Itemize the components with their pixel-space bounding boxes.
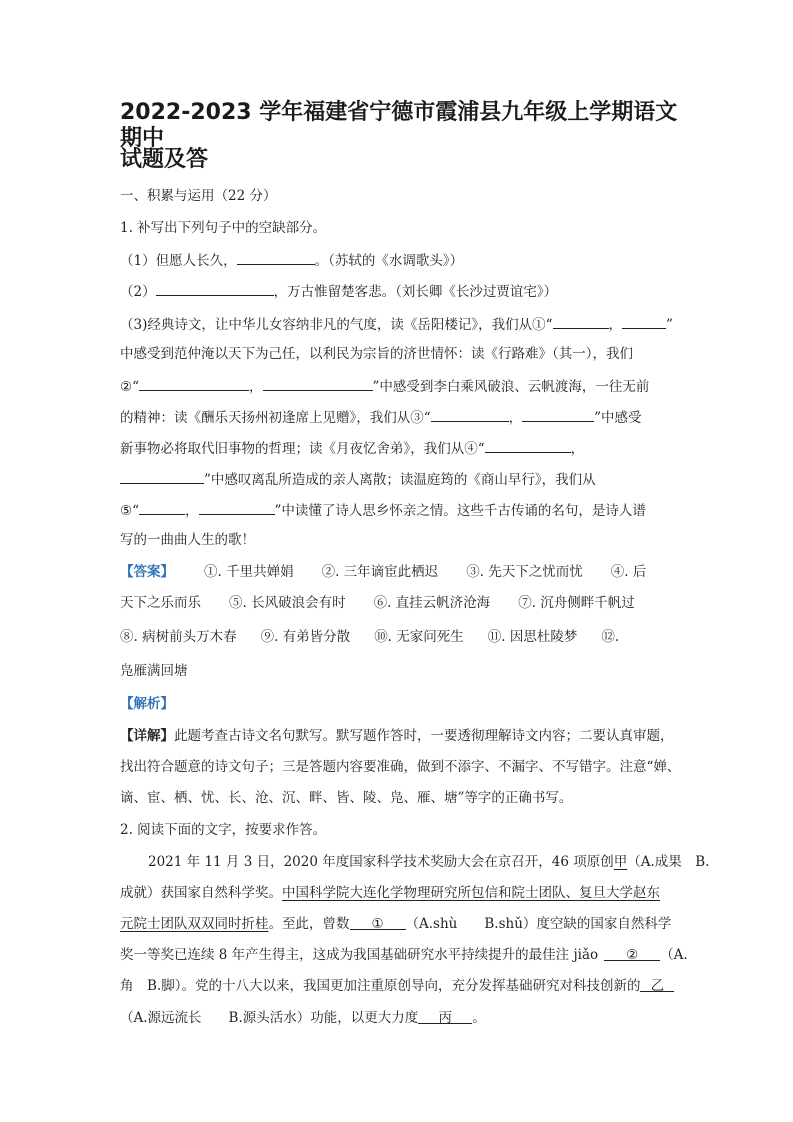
question-1-item-2: （2） ，万古惟留楚客悲。（刘长卿《长沙过贾谊宅》） <box>120 281 557 301</box>
question-2-para-line-1: 2021 年 11 月 3 日，2020 年度国家科学技术奖励大会在京召开，46 项原创甲（A.成果 B. <box>148 854 710 870</box>
section-heading: 一、积累与运用（22 分） <box>120 188 277 204</box>
question-1-item-3-line-a: （3)经典诗文，让中华儿女容纳非凡的气度，读《岳阳楼记》，我们从①“ ， ” <box>120 314 673 334</box>
answer-label: 【答案】 <box>120 564 174 580</box>
fill-blank[interactable] <box>156 281 274 296</box>
analysis-line-1: 【详解】此题考查古诗文名句默写。默写题作答时，一要透彻理解诗文内容；二要认真审题， <box>120 728 674 744</box>
question-2-para-line-2: 成就）获国家自然科学奖。中国科学院大连化学物理研究所包信和院士团队、复旦大学赵东 <box>120 885 660 901</box>
analysis-label: 【解析】 <box>120 696 174 712</box>
underlined-sentence: 元院士团队双双同时折桂 <box>120 916 269 932</box>
question-1-item-3-line-e: 新事物必将取代旧事物的哲理；读《月夜忆舍弟》，我们从④“ ， <box>120 438 584 458</box>
question-2-para-line-4: 奖一等奖已连续 8 年产生得主，这成为我国基础研究水平持续提升的最佳注 jiǎo ② （A. <box>120 947 688 963</box>
fill-blank[interactable]: 乙 <box>640 977 674 992</box>
question-1-item-3-line-b: 中感受到范仲淹以天下为己任，以利民为宗旨的济世情怀：读《行路难》（其一），我们 <box>120 346 633 362</box>
question-1-item-3-line-d: 的精神：读《酬乐天扬州初逢席上见赠》，我们从③“ ， ”中感受 <box>120 407 642 427</box>
answer-line-2: 天下之乐而乐 ⑤. 长风破浪会有时 ⑥. 直挂云帆济沧海 ⑦. 沉舟侧畔千帆过 <box>120 595 635 611</box>
fill-blank[interactable] <box>120 469 204 484</box>
fill-blank[interactable]: ① <box>350 915 406 930</box>
fill-blank[interactable] <box>139 376 249 391</box>
fill-blank[interactable] <box>199 500 275 515</box>
question-1-item-3-line-h: 写的一曲曲人生的歌！ <box>120 532 255 548</box>
fill-blank[interactable] <box>431 407 509 422</box>
analysis-line-3: 谪、宦、栖、忧、长、沧、沉、畔、皆、陵、凫、雁、塘”等字的正确书写。 <box>120 790 573 806</box>
answer-line-3: ⑧. 病树前头万木春 ⑨. 有弟皆分散 ⑩. 无家问死生 ⑪. 因思杜陵梦 ⑫. <box>120 629 620 645</box>
fill-blank[interactable]: ② <box>604 946 660 961</box>
document-title-line2: 试题及答 <box>120 147 209 172</box>
fill-blank[interactable]: 丙 <box>418 1009 472 1024</box>
fill-blank[interactable] <box>263 376 373 391</box>
question-2-para-line-5: 角 B.脚）。党的十八大以来，我国更加注重原创导向，充分发挥基础研究对科技创新的 乙 <box>120 977 674 995</box>
fill-blank[interactable] <box>522 407 594 422</box>
fill-blank[interactable] <box>485 438 571 453</box>
question-2-para-line-3: 元院士团队双双同时折桂。至此，曾数 ① （A.shù B.shǔ）度空缺的国家自然科学 <box>120 916 672 932</box>
question-2-stem: 2. 阅读下面的文字，按要求作答。 <box>120 822 327 838</box>
fill-blank[interactable] <box>553 314 609 329</box>
question-1-item-3-line-g: ⑤“ ， ”中读懂了诗人思乡怀亲之情。这些千古传诵的名句，是诗人谱 <box>120 500 646 520</box>
underlined-sentence: 中国科学院大连化学物理研究所包信和院士团队、复旦大学赵东 <box>282 885 660 901</box>
question-1-stem: 1. 补写出下列句子中的空缺部分。 <box>120 220 327 236</box>
question-1-item-1: （1）但愿人长久， 。（苏轼的《水调歌头》） <box>120 250 463 270</box>
fill-blank[interactable] <box>622 314 666 329</box>
answer-line-4: 凫雁满回塘 <box>120 663 188 679</box>
analysis-line-2: 找出符合题意的诗文句子；三是答题内容要准确，做到不添字、不漏字、不写错字。注意“婵、 <box>120 759 681 775</box>
question-1-item-3-line-c: ②“ ， ”中感受到李白乘风破浪、云帆渡海，一往无前 <box>120 376 649 396</box>
question-2-para-line-6: （A.源远流长 B.源头活水）功能，以更大力度 丙 。 <box>120 1010 486 1026</box>
question-1-item-3-line-f: ”中感叹离乱所造成的亲人离散；读温庭筠的《商山早行》，我们从 <box>120 469 596 489</box>
document-title-line1: 2022-2023 学年福建省宁德市霞浦县九年级上学期语文期中 <box>120 100 678 151</box>
fill-blank[interactable] <box>237 250 315 265</box>
fill-blank[interactable] <box>139 500 185 515</box>
detail-label: 【详解】 <box>120 728 174 744</box>
answer-line-1: 【答案】 ①. 千里共婵娟 ②. 三年谪宦此栖迟 ③. 先天下之忧而忧 ④. 后 <box>120 564 647 580</box>
